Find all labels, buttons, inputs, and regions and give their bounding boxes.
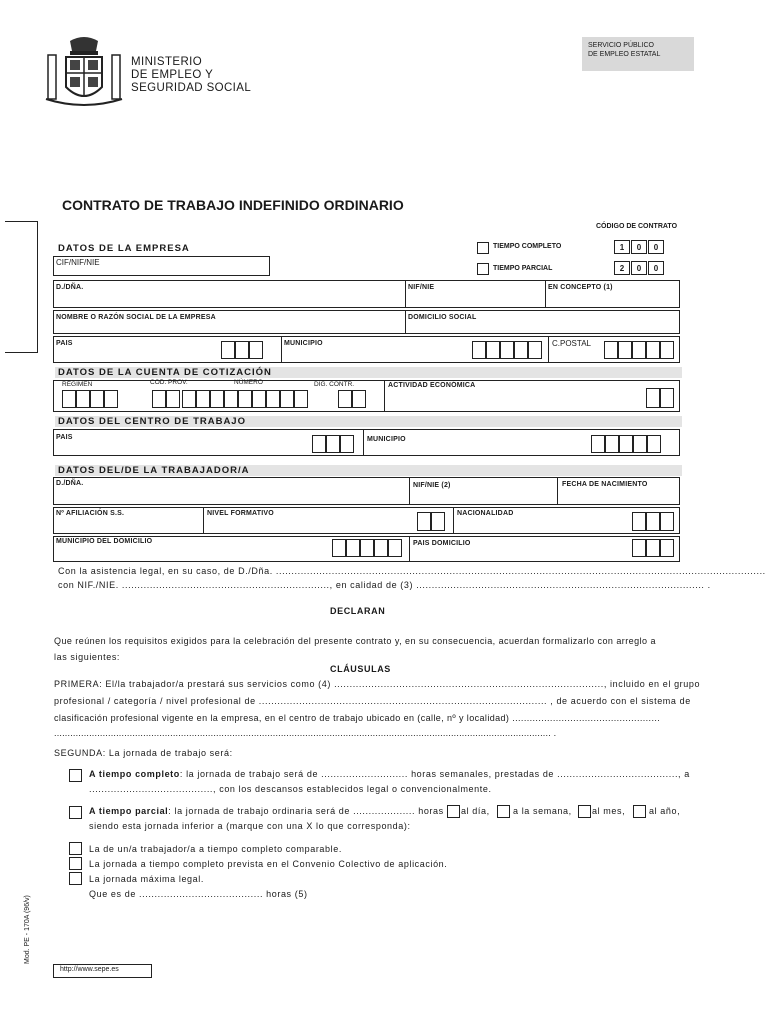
regimen-box[interactable] <box>76 390 90 408</box>
razon-social-label: NOMBRE O RAZÓN SOCIAL DE LA EMPRESA <box>56 314 216 321</box>
pais-domicilio-box[interactable] <box>660 539 674 557</box>
municipio-domicilio-box[interactable] <box>388 539 402 557</box>
centro-pais-box[interactable] <box>326 435 340 453</box>
centro-pais-label: PAIS <box>56 434 73 441</box>
divider <box>203 507 204 534</box>
section-empresa: DATOS DE LA EMPRESA <box>58 243 190 254</box>
municipio-domicilio-label: MUNICIPIO DEL DOMICILIO <box>56 538 153 545</box>
tiempo-completo-line-2: ........................................, con los descansos establecidos legal o convencionalmente. <box>89 784 492 794</box>
al-dia-label: al día, <box>461 806 490 816</box>
coat-of-arms-logo <box>44 33 124 111</box>
full-time-label: TIEMPO COMPLETO <box>493 243 562 250</box>
fecha-nacimiento-label: FECHA DE NACIMIENTO <box>562 481 648 488</box>
actividad-box[interactable] <box>660 388 674 408</box>
municipio-digit-box[interactable] <box>486 341 500 359</box>
service-line-2: DE EMPLEO ESTATAL <box>588 51 661 58</box>
municipio-domicilio-box[interactable] <box>374 539 388 557</box>
afiliacion-label: Nº AFILIACIÓN S.S. <box>56 510 125 517</box>
centro-pais-box[interactable] <box>312 435 326 453</box>
segunda-line: SEGUNDA: La jornada de trabajo será: <box>54 748 233 758</box>
al-anio-checkbox[interactable] <box>633 805 646 818</box>
centro-municipio-box[interactable] <box>591 435 605 453</box>
actividad-label: ACTIVIDAD ECONÓMICA <box>388 382 476 389</box>
model-code: Mod. PE - 170A (96/v) <box>24 895 31 964</box>
opcion-comparable-checkbox[interactable] <box>69 842 82 855</box>
numero-box[interactable] <box>266 390 280 408</box>
trabajador-nif-label: NIF/NIE (2) <box>413 482 451 489</box>
a-la-semana-checkbox[interactable] <box>497 805 510 818</box>
pais-digit-box[interactable] <box>235 341 249 359</box>
divider <box>363 429 364 456</box>
empresa-dona-label: D./DÑA. <box>56 284 84 291</box>
cpostal-digit-box[interactable] <box>632 341 646 359</box>
section-trabajador: DATOS DEL/DE LA TRABAJADOR/A <box>58 465 250 476</box>
numero-box[interactable] <box>224 390 238 408</box>
primera-line-3: clasificación profesional vigente en la empresa, en el centro de trabajo ubicado en (calle, nº y localidad) ................................................... <box>54 713 661 723</box>
al-dia-checkbox[interactable] <box>447 805 460 818</box>
al-mes-checkbox[interactable] <box>578 805 591 818</box>
centro-municipio-box[interactable] <box>647 435 661 453</box>
regimen-box[interactable] <box>104 390 118 408</box>
cpostal-digit-box[interactable] <box>646 341 660 359</box>
ministry-line-3: SEGURIDAD SOCIAL <box>131 82 252 94</box>
tiempo-parcial-checkbox[interactable] <box>69 806 82 819</box>
declaran-heading: DECLARAN <box>330 606 386 616</box>
actividad-box[interactable] <box>646 388 660 408</box>
opcion-maxima-checkbox[interactable] <box>69 872 82 885</box>
nacionalidad-label: NACIONALIDAD <box>457 510 514 517</box>
municipio-digit-box[interactable] <box>528 341 542 359</box>
tiempo-completo-bold: A tiempo completo <box>89 769 180 779</box>
centro-municipio-box[interactable] <box>633 435 647 453</box>
part-time-checkbox[interactable] <box>477 263 489 275</box>
domicilio-social-label: DOMICILIO SOCIAL <box>408 314 477 321</box>
opcion-convenio-checkbox[interactable] <box>69 857 82 870</box>
municipio-digit-box[interactable] <box>472 341 486 359</box>
numero-label: NÚMERO <box>234 379 263 386</box>
nivel-formativo-box[interactable] <box>431 512 445 531</box>
primera-line-4: ........................................................................................................................................................................................ . <box>54 728 557 738</box>
cod-prov-label: COD. PROV. <box>150 379 188 386</box>
cpostal-digit-box[interactable] <box>660 341 674 359</box>
full-time-checkbox[interactable] <box>477 242 489 254</box>
al-anio-label: al año, <box>649 806 681 816</box>
cotizacion-row <box>53 380 680 412</box>
nacionalidad-box[interactable] <box>632 512 646 531</box>
service-line-1: SERVICIO PÚBLICO <box>588 42 655 49</box>
asistencia-line-2: con NIF./NIE. ..................................................................., en calidad de (3) ............................................................................................. . <box>58 580 711 590</box>
dig-contr-box[interactable] <box>352 390 366 408</box>
divider <box>281 336 282 363</box>
tiempo-parcial-line-1 <box>89 804 444 818</box>
regimen-label: RÉGIMEN <box>62 381 93 388</box>
service-badge <box>582 37 694 71</box>
section-centro: DATOS DEL CENTRO DE TRABAJO <box>58 416 246 427</box>
side-bracket <box>5 221 38 353</box>
municipio-domicilio-box[interactable] <box>360 539 374 557</box>
numero-box[interactable] <box>280 390 294 408</box>
numero-box[interactable] <box>182 390 196 408</box>
part-time-label: TIEMPO PARCIAL <box>493 265 553 272</box>
opcion-maxima-label: La jornada máxima legal. <box>89 874 204 884</box>
reunen-line-2: las siguientes: <box>54 652 121 662</box>
en-concepto-label: EN CONCEPTO (1) <box>548 284 613 291</box>
cod-prov-box[interactable] <box>152 390 166 408</box>
code-digit: 0 <box>631 240 647 254</box>
tiempo-completo-text: : la jornada de trabajo será de ............................ horas semanales, prestadas de ......................................., a <box>179 769 690 779</box>
municipio-digit-box[interactable] <box>500 341 514 359</box>
numero-box[interactable] <box>294 390 308 408</box>
nacionalidad-box[interactable] <box>646 512 660 531</box>
nacionalidad-box[interactable] <box>660 512 674 531</box>
divider <box>557 477 558 505</box>
code-digit: 0 <box>631 261 647 275</box>
cod-prov-box[interactable] <box>166 390 180 408</box>
tiempo-parcial-line-2: siendo esta jornada inferior a (marque con una X lo que corresponda): <box>89 821 411 831</box>
nivel-formativo-label: NIVEL FORMATIVO <box>207 510 274 517</box>
tiempo-completo-checkbox[interactable] <box>69 769 82 782</box>
centro-pais-box[interactable] <box>340 435 354 453</box>
opcion-horas-label: Que es de ........................................ horas (5) <box>89 889 308 899</box>
ministry-line-1: MINISTERIO <box>131 56 203 68</box>
cif-label: CIF/NIF/NIE <box>56 258 100 267</box>
a-la-semana-label: a la semana, <box>513 806 572 816</box>
clausulas-heading: CLÁUSULAS <box>330 664 391 674</box>
divider <box>548 336 549 363</box>
asistencia-line-1: Con la asistencia legal, en su caso, de D./Dña. .............................................................................................................................................................. <box>58 566 766 576</box>
regimen-box[interactable] <box>62 390 76 408</box>
code-digit: 1 <box>614 240 630 254</box>
empresa-nif-label: NIF/NIE <box>408 284 435 291</box>
municipio-domicilio-box[interactable] <box>346 539 360 557</box>
empresa-pais-label: PAIS <box>56 340 73 347</box>
tiempo-completo-line-1 <box>89 767 690 781</box>
code-digit: 0 <box>648 261 664 275</box>
pais-domicilio-box[interactable] <box>646 539 660 557</box>
contract-code-label: CÓDIGO DE CONTRATO <box>596 223 678 230</box>
opcion-comparable-label: La de un/a trabajador/a a tiempo completo comparable. <box>89 844 342 854</box>
ministry-name <box>131 56 251 95</box>
trabajador-row-2 <box>53 507 680 534</box>
divider <box>405 280 406 308</box>
numero-box[interactable] <box>252 390 266 408</box>
al-mes-label: al mes, <box>592 806 626 816</box>
divider <box>453 507 454 534</box>
municipio-domicilio-box[interactable] <box>332 539 346 557</box>
primera-line-2: profesional / categoría / nivel profesional de ............................................................................................. , de acuerdo con el sistema de <box>54 696 691 706</box>
ministry-line-2: DE EMPLEO Y <box>131 69 214 81</box>
code-digit: 2 <box>614 261 630 275</box>
numero-box[interactable] <box>238 390 252 408</box>
cpostal-digit-box[interactable] <box>604 341 618 359</box>
regimen-box[interactable] <box>90 390 104 408</box>
tiempo-parcial-bold: A tiempo parcial <box>89 806 169 816</box>
centro-municipio-label: MUNICIPIO <box>367 436 406 443</box>
numero-box[interactable] <box>210 390 224 408</box>
pais-domicilio-label: PAIS DOMICILIO <box>413 540 471 547</box>
centro-municipio-box[interactable] <box>605 435 619 453</box>
primera-line-1: PRIMERA: El/la trabajador/a prestará sus servicios como (4) ......................................................................................., incluido en el grupo <box>54 679 701 689</box>
empresa-municipio-label: MUNICIPIO <box>284 340 323 347</box>
divider <box>409 536 410 562</box>
cpostal-digit-box[interactable] <box>618 341 632 359</box>
nivel-formativo-box[interactable] <box>417 512 431 531</box>
reunen-line-1: Que reúnen los requisitos exigidos para la celebración del presente contrato y, en su consecuencia, acuerdan formalizarlo con arreglo a <box>54 636 656 646</box>
divider <box>409 477 410 505</box>
page-title: CONTRATO DE TRABAJO INDEFINIDO ORDINARIO <box>62 197 404 213</box>
pais-digit-box[interactable] <box>249 341 263 359</box>
trabajador-dona-label: D./DÑA. <box>56 480 84 487</box>
dig-contr-label: DIG. CONTR. <box>314 381 355 388</box>
opcion-convenio-label: La jornada a tiempo completo prevista en el Convenio Colectivo de aplicación. <box>89 859 448 869</box>
divider <box>545 280 546 308</box>
section-cotizacion: DATOS DE LA CUENTA DE COTIZACIÓN <box>58 367 272 378</box>
dig-contr-box[interactable] <box>338 390 352 408</box>
pais-domicilio-box[interactable] <box>632 539 646 557</box>
bracket-dash <box>25 220 37 221</box>
pais-digit-box[interactable] <box>221 341 235 359</box>
centro-municipio-box[interactable] <box>619 435 633 453</box>
cpostal-label: C.POSTAL <box>552 339 591 348</box>
divider <box>405 310 406 334</box>
divider <box>384 380 385 412</box>
code-digit: 0 <box>648 240 664 254</box>
footer-url[interactable]: http://www.sepe.es <box>60 966 119 973</box>
tiempo-parcial-text: : la jornada de trabajo ordinaria será de .................... horas <box>168 806 444 816</box>
municipio-digit-box[interactable] <box>514 341 528 359</box>
numero-box[interactable] <box>196 390 210 408</box>
